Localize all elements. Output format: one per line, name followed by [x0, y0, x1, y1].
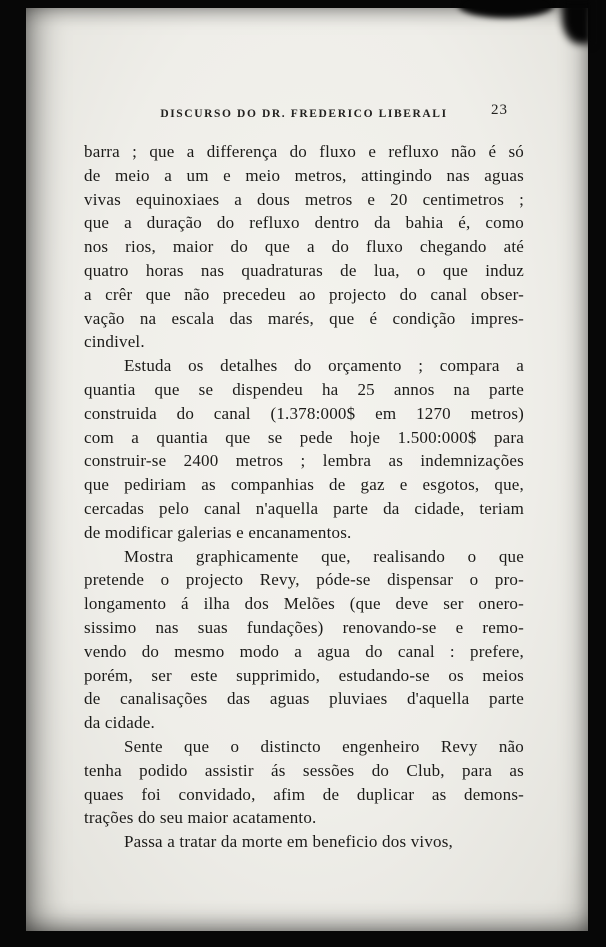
- text-line: que a duração do refluxo dentro da bahia é, como: [84, 213, 524, 233]
- text-line: nos rios, maior do que a do fluxo chegando até: [84, 237, 524, 257]
- book-page: [26, 8, 588, 931]
- text-line: de meio a um e meio metros, attingindo nas aguas: [84, 165, 524, 185]
- text-block: [84, 140, 524, 854]
- text-line: construir-se 2400 metros ; lembra as indemnizações: [84, 451, 524, 471]
- text-line: quantia que se dispendeu ha 25 annos na parte: [84, 379, 524, 399]
- text-line: quaes foi convidado, afim de duplicar as demons-: [84, 784, 524, 804]
- text-line: quatro horas nas quadraturas de lua, o que induz: [84, 260, 524, 280]
- page-content: [84, 8, 524, 854]
- text-line: cercadas pelo canal n'aquella parte da cidade, teriam: [84, 498, 524, 518]
- text-line: com a quantia que se pede hoje 1.500:000$ para: [84, 427, 524, 447]
- paragraph: [84, 735, 524, 830]
- text-line: porém, ser este supprimido, estudando-se os meios: [84, 665, 524, 685]
- text-line: vivas equinoxiaes a dous metros e 20 centimetros ;: [84, 189, 524, 209]
- text-line: vendo do mesmo modo a agua do canal : prefere,: [84, 641, 524, 661]
- running-title: DISCURSO DO DR. FREDERICO LIBERALI: [160, 108, 448, 120]
- text-line: construida do canal (1.378:000$ em 1270 metros): [84, 403, 524, 423]
- text-line: Estuda os detalhes do orçamento ; compara a: [124, 356, 524, 376]
- text-line: a crêr que não precedeu ao projecto do canal obser-: [84, 284, 524, 304]
- text-line: Mostra graphicamente que, realisando o que: [124, 546, 524, 566]
- text-line: Sente que o distincto engenheiro Revy não: [124, 736, 524, 756]
- text-line: da cidade.: [84, 713, 155, 733]
- paragraph: [84, 354, 524, 544]
- text-line: de modificar galerias e encanamentos.: [84, 522, 352, 542]
- text-line: longamento á ilha dos Melões (que deve ser onero-: [84, 594, 524, 614]
- text-line: tenha podido assistir ás sessões do Club, para as: [84, 760, 524, 780]
- text-line: cindivel.: [84, 332, 145, 352]
- page-header: [84, 102, 524, 122]
- text-line: vação na escala das marés, que é condição impres-: [84, 308, 524, 328]
- text-line: barra ; que a differença do fluxo e refluxo não é só: [84, 142, 524, 161]
- text-line: que pediriam as companhias de gaz e esgotos, que,: [84, 475, 524, 495]
- paragraph: [84, 545, 524, 735]
- text-line: de canalisações das aguas pluviaes d'aquella parte: [84, 689, 524, 709]
- paragraph: [84, 830, 524, 854]
- text-line: trações do seu maior acatamento.: [84, 808, 317, 828]
- text-line: Passa a tratar da morte em beneficio dos vivos,: [124, 832, 453, 852]
- text-line: sissimo nas suas fundações) renovando-se e remo-: [84, 617, 524, 637]
- paragraph: [84, 140, 524, 354]
- page-number: 23: [491, 102, 508, 118]
- text-line: pretende o projecto Revy, póde-se dispensar o pro-: [84, 570, 524, 590]
